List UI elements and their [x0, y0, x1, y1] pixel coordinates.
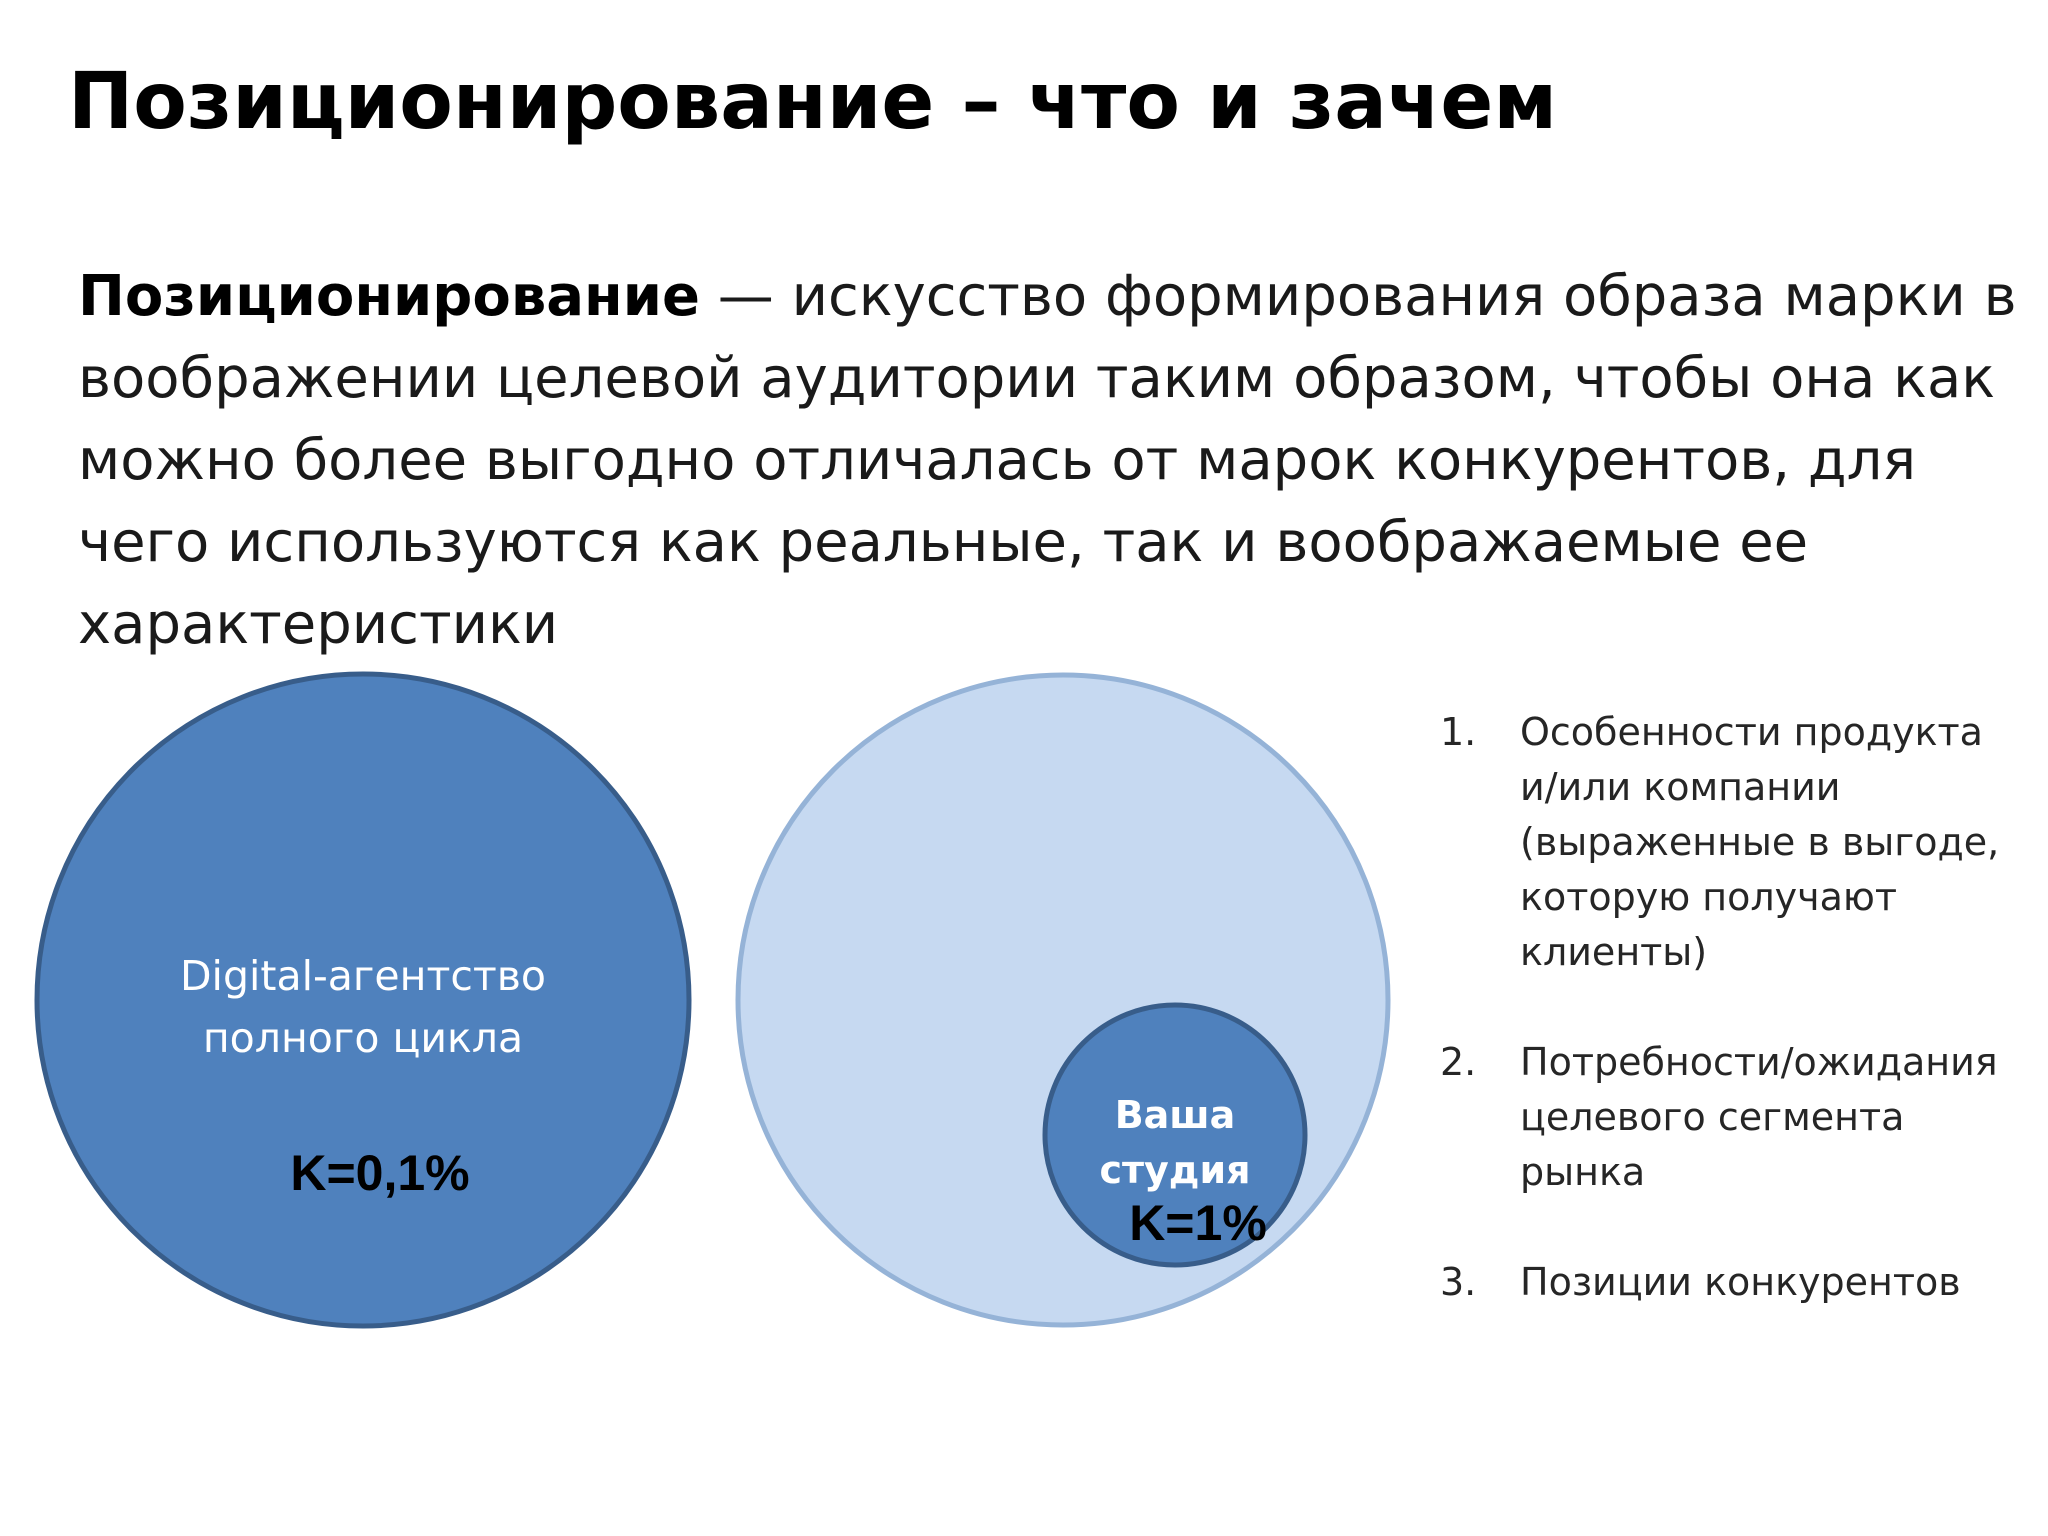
factor-text: Потребности/ожидания целевого сегмента рынка [1520, 1040, 1998, 1194]
factor-text: Особенности продукта и/или компании (выраженные в выгоде, которую получают клиенты) [1520, 710, 2000, 974]
positioning-factors-list [1440, 705, 2030, 1365]
definition-term: Позиционирование [78, 264, 700, 329]
factor-number: 2. [1440, 1040, 1477, 1084]
definition-text: — искусство формирования образа марки в воображении целевой аудитории таким образом, чтобы она как можно более выгодно отличалась от марок конкурентов, для чего используются как реальные, так и воображаемые ее характеристики [78, 264, 2017, 657]
agency-k-value: K=0,1% [290, 1145, 470, 1201]
studio-label-line2: студия [1099, 1148, 1251, 1192]
factor-text: Позиции конкурентов [1520, 1260, 1961, 1304]
factor-number: 3. [1440, 1260, 1477, 1304]
studio-k-value: K=1% [1129, 1195, 1267, 1251]
factor-item-2 [1440, 1035, 2030, 1200]
agency-label-line2: полного цикла [202, 1014, 524, 1062]
market-circle [738, 675, 1388, 1325]
agency-circle [37, 674, 689, 1326]
factor-item-3 [1440, 1255, 2030, 1310]
factor-item-1 [1440, 705, 2030, 980]
studio-label-line1: Ваша [1114, 1093, 1236, 1137]
slide-title: Позиционирование – что и зачем [68, 57, 1558, 147]
factor-number: 1. [1440, 710, 1477, 754]
agency-label-line1: Digital-агентство [179, 952, 547, 1000]
